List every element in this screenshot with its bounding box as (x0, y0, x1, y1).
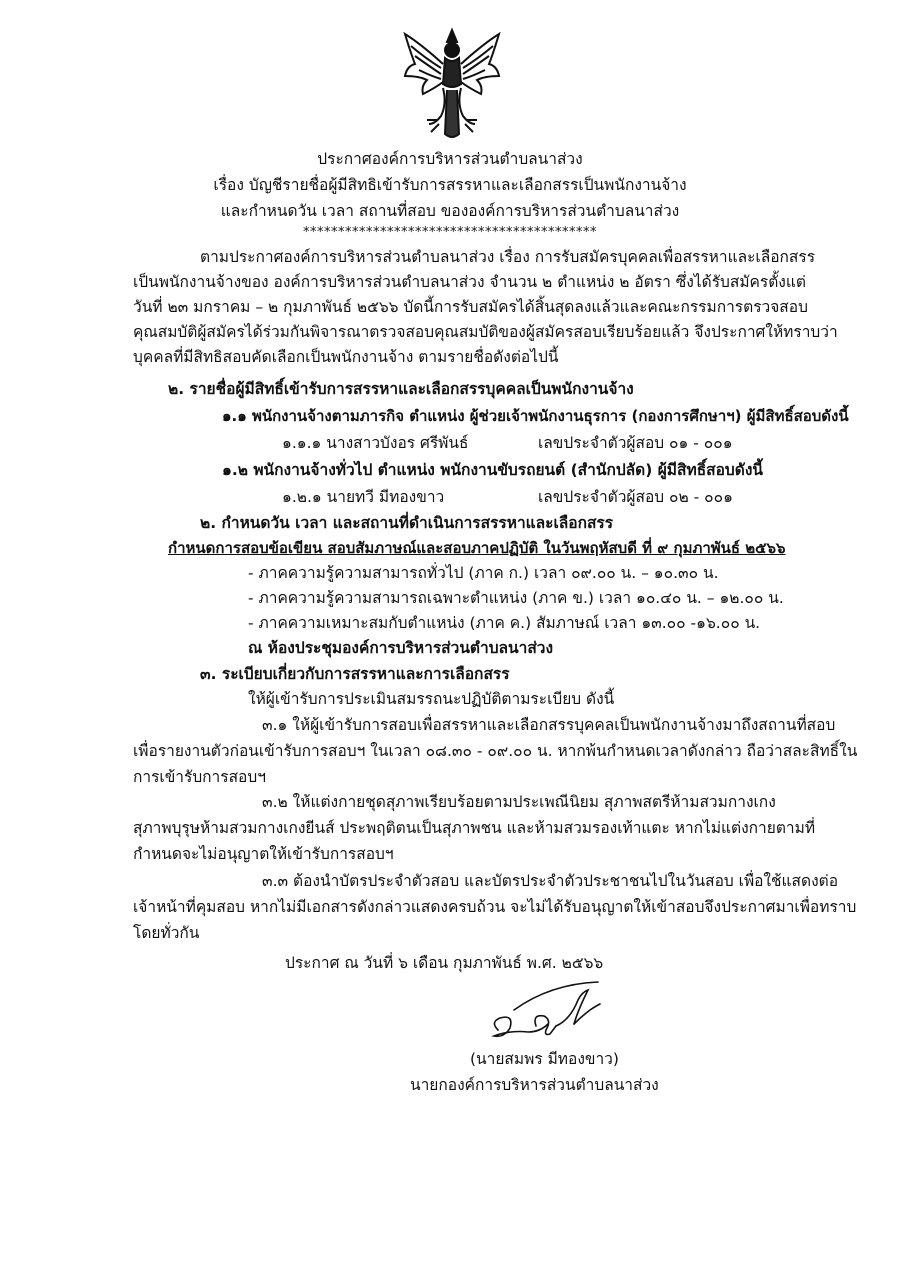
rule-2-line-3: กำหนดจะไม่อนุญาตให้เข้ารับการสอบฯ (133, 845, 394, 863)
section-3-heading: ๓. ระเบียบเกี่ยวกับการสรรหาและการเลือกสรร (200, 665, 510, 683)
intro-line-2: เป็นพนักงานจ้างของ องค์การบริหารส่วนตำบลนาส่วง จำนวน ๒ ตำแหน่ง ๒ อัตรา ซึ่งได้รับสมัครตั้งแต่ (133, 273, 806, 291)
signature-icon (470, 980, 620, 1050)
section-1-1-heading: ๑.๑ พนักงานจ้างตามภารกิจ ตำแหน่ง ผู้ช่วยเจ้าพนักงานธุรการ (กองการศึกษาฯ) ผู้มีสิทธิ์สอบดังนี้ (222, 407, 849, 425)
candidate-1-exam-id: เลขประจำตัวผู้สอบ ๐๑ - ๐๐๑ (538, 434, 733, 452)
separator-line: ****************************************** (303, 225, 597, 240)
section-1-2-heading: ๑.๒ พนักงานจ้างทั่วไป ตำแหน่ง พนักงานขับรถยนต์ (สำนักปลัด) ผู้มีสิทธิ์สอบดังนี้ (222, 461, 763, 479)
rule-1-line-1: ๓.๑ ให้ผู้เข้ารับการสอบเพื่อสรรหาและเลือกสรรบุคคลเป็นพนักงานจ้างมาถึงสถานที่สอบ (262, 716, 836, 734)
rule-2-line-1: ๓.๒ ให้แต่งกายชุดสุภาพเรียบร้อยตามประเพณีนิยม สุภาพสตรีห้ามสวมกางเกง (262, 793, 776, 811)
rule-3-line-2: เจ้าหน้าที่คุมสอบ หากไม่มีเอกสารดังกล่าวแสดงครบถ้วน จะไม่ได้รับอนุญาตให้เข้าสอบจึงประกาศมาเพื่อทราบ (133, 898, 857, 916)
exam-date: กำหนดการสอบข้อเขียน สอบสัมภาษณ์และสอบภาคปฏิบัติ ในวันพฤหัสบดี ที่ ๙ กุมภาพันธ์ ๒๕๖๖ (168, 539, 786, 557)
intro-line-1: ตามประกาศองค์การบริหารส่วนตำบลนาส่วง เรื่อง การรับสมัครบุคคลเพื่อสรรหาและเลือกสรร (200, 248, 816, 266)
rule-3-line-3: โดยทั่วกัน (133, 924, 200, 942)
rule-3-line-1: ๓.๓ ต้องนำบัตรประจำตัวสอบ และบัตรประจำตัวประชาชนไปในวันสอบ เพื่อใช้แสดงต่อ (262, 872, 839, 890)
rule-2-line-2: สุภาพบุรุษห้ามสวมกางเกงยีนส์ ประพฤติตนเป็นสุภาพชน และห้ามสวมรองเท้าแตะ หากไม่แต่งกายตามที่ (133, 819, 816, 837)
candidate-2-name: ๑.๒.๑ นายทวี มีทองขาว (282, 488, 445, 506)
intro-line-4: คุณสมบัติผู้สมัครได้ร่วมกันพิจารณาตรวจสอบคุณสมบัติของผู้สมัครสอบเรียบร้อยแล้ว จึงประกาศให้ทราบว่า (133, 323, 838, 341)
subject-line-2: และกำหนดวัน เวลา สถานที่สอบ ขององค์การบริหารส่วนตำบลนาส่วง (220, 202, 680, 220)
rule-1-line-3: การเข้ารับการสอบฯ (133, 768, 266, 786)
candidate-1-name: ๑.๑.๑ นางสาวบังอร ศรีพันธ์ (282, 434, 469, 452)
subject-line-1: เรื่อง บัญชีรายชื่อผู้มีสิทธิเข้ารับการสรรหาและเลือกสรรเป็นพนักงานจ้าง (213, 176, 687, 194)
exam-venue: ณ ห้องประชุมองค์การบริหารส่วนตำบลนาส่วง (248, 639, 554, 657)
exam-part-a: - ภาคความรู้ความสามารถทั่วไป (ภาค ก.) เวลา ๐๙.๐๐ น. – ๑๐.๓๐ น. (248, 564, 719, 582)
exam-part-b: - ภาคความรู้ความสามารถเฉพาะตำแหน่ง (ภาค ข.) เวลา ๑๐.๔๐ น. – ๑๒.๐๐ น. (248, 589, 784, 607)
section-3-intro: ให้ผู้เข้ารับการประเมินสมรรถนะปฏิบัติตามระเบียบ ดังนี้ (248, 690, 615, 708)
garuda-emblem-icon (401, 24, 503, 144)
exam-part-c: - ภาคความเหมาะสมกับตำแหน่ง (ภาค ค.) สัมภาษณ์ เวลา ๑๓.๐๐ -๑๖.๐๐ น. (248, 614, 761, 632)
rule-1-line-2: เพื่อรายงานตัวก่อนเข้ารับการสอบฯ ในเวลา ๐๘.๓๐ - ๐๙.๐๐ น. หากพ้นกำหนดเวลาดังกล่าว ถือว่าสละสิทธิ์ใน (133, 742, 858, 760)
signer-name: (นายสมพร มีทองขาว) (470, 1050, 619, 1068)
candidate-2-exam-id: เลขประจำตัวผู้สอบ ๐๒ - ๐๐๑ (538, 488, 733, 506)
intro-line-3: วันที่ ๒๓ มกราคม – ๒ กุมภาพันธ์ ๒๕๖๖ บัดนี้การรับสมัครได้สิ้นสุดลงแล้วและคณะกรรมการตรวจสอบ (133, 298, 808, 316)
signer-title: นายกองค์การบริหารส่วนตำบลนาส่วง (410, 1076, 659, 1094)
announce-date: ประกาศ ณ วันที่ ๖ เดือน กุมภาพันธ์ พ.ศ. ๒๕๖๖ (285, 954, 604, 972)
announcement-title: ประกาศองค์การบริหารส่วนตำบลนาส่วง (317, 150, 583, 168)
section-1-heading: ๒. รายชื่อผู้มีสิทธิ์เข้ารับการสรรหาและเลือกสรรบุคคลเป็นพนักงานจ้าง (168, 380, 634, 398)
section-2-heading: ๒. กำหนดวัน เวลา และสถานที่ดำเนินการสรรหาและเลือกสรร (200, 514, 614, 532)
intro-line-5: บุคคลที่มีสิทธิสอบคัดเลือกเป็นพนักงานจ้าง ตามรายชื่อดังต่อไปนี้ (133, 348, 559, 366)
